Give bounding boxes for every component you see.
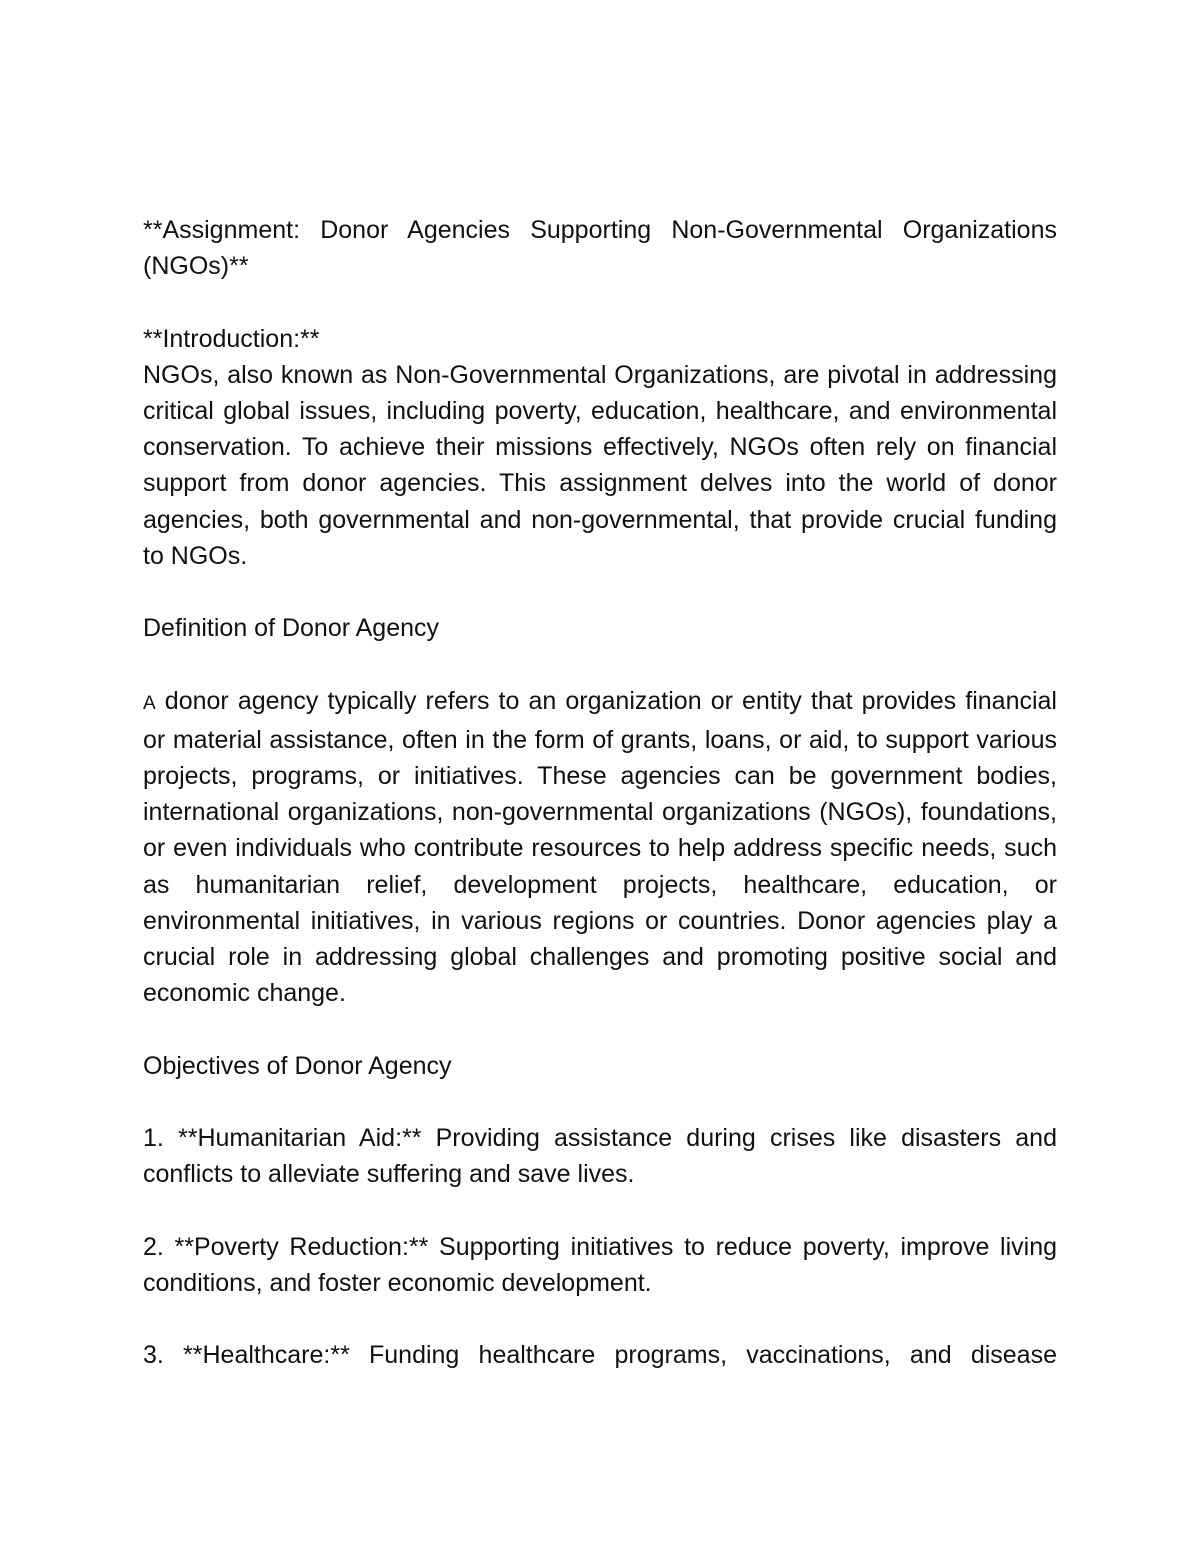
intro-paragraph: NGOs, also known as Non-Governmental Organizations, are pivotal in addressing critical global issues, including poverty, education, healthcare, and environmental conservation. To achieve their missions effectively, NGOs often rely on financial support from donor agencies. This assignment delves into the world of donor agencies, both governmental and non-governmental, that provide crucial funding to NGOs. [143,360,1057,570]
document-page [143,212,1057,1373]
spacer [143,1011,1057,1047]
definition-heading: Definition of Donor Agency [143,614,440,643]
spacer [143,1192,1057,1228]
objectives-heading: Objectives of Donor Agency [143,1051,452,1080]
objective-item-healthcare: 3. **Healthcare:** Funding healthcare programs, vaccinations, and disease [143,1341,1057,1370]
document-title: **Assignment: Donor Agencies Supporting Non-Governmental Organizations (NGOs)** [143,216,1057,281]
intro-heading: **Introduction:** [143,324,320,353]
definition-paragraph [143,683,1057,1012]
objective-item-humanitarian-aid: 1. **Humanitarian Aid:** Providing assistance during crises like disasters and conflicts to alleviate suffering and save lives. [143,1124,1057,1189]
spacer [143,646,1057,682]
spacer [143,1084,1057,1120]
definition-text: donor agency typically refers to an organization or entity that provides financial or material assistance, often in the form of grants, loans, or aid, to support various projects, programs, or initiatives. These agencies can be government bodies, international organizations, non-governmental organizations (NGOs), foundations, or even individuals who contribute resources to help address specific needs, such as humanitarian relief, development projects, healthcare, education, or environmental initiatives, in various regions or countries. Donor agencies play a crucial role in addressing global challenges and promoting positive social and economic change. [143,686,1057,1008]
spacer [143,1301,1057,1337]
spacer [143,574,1057,610]
objective-item-poverty-reduction: 2. **Poverty Reduction:** Supporting initiatives to reduce poverty, improve living conditions, and foster economic development. [143,1232,1057,1297]
definition-lead-letter: A [143,692,156,714]
spacer [143,284,1057,320]
